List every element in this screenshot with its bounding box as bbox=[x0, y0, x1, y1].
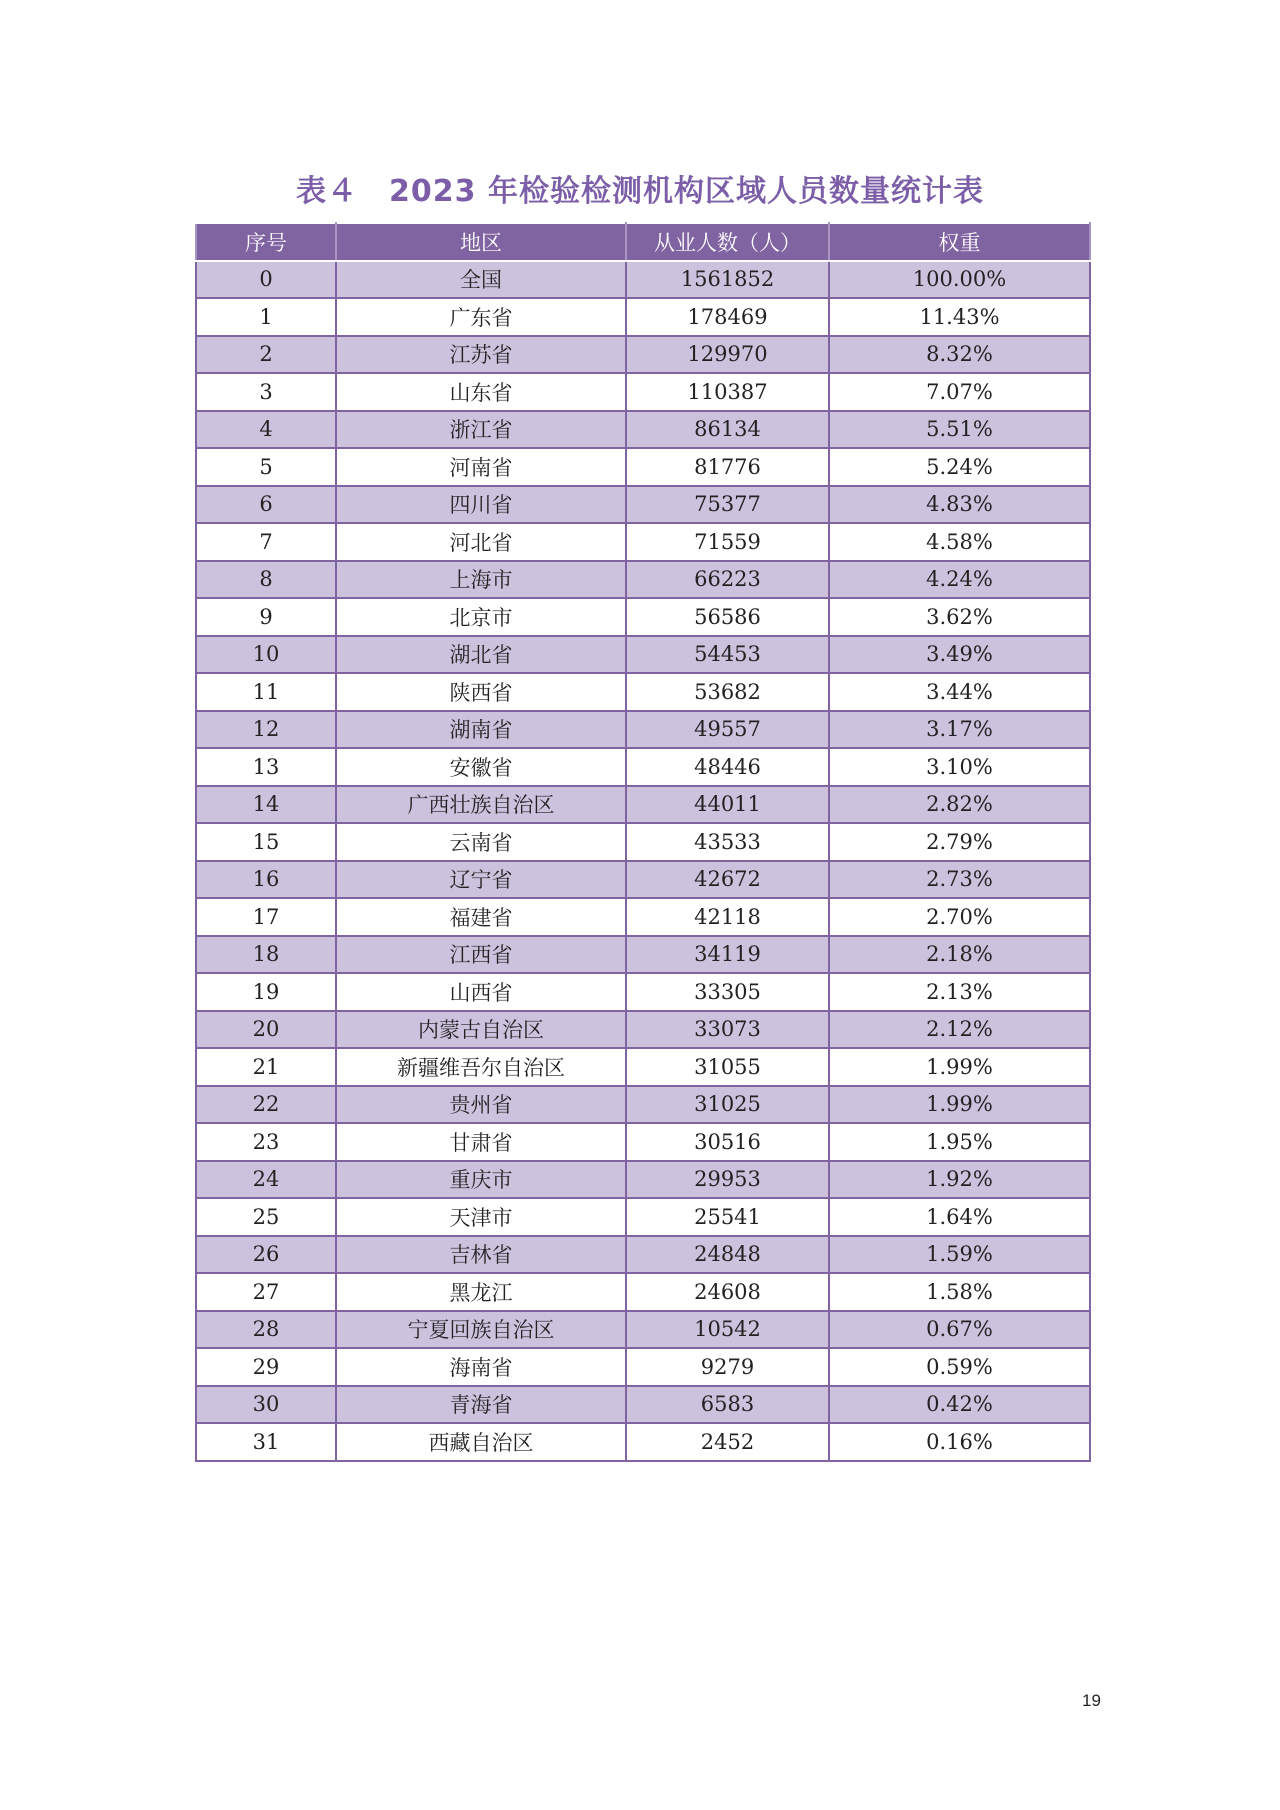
cell-weight: 2.82% bbox=[829, 786, 1090, 824]
cell-employees: 53682 bbox=[626, 673, 829, 711]
cell-region: 全国 bbox=[336, 261, 626, 299]
table-row bbox=[196, 373, 1090, 411]
cell-region: 山西省 bbox=[336, 973, 626, 1011]
cell-index: 5 bbox=[196, 448, 336, 486]
cell-index: 1 bbox=[196, 298, 336, 336]
table-row bbox=[196, 523, 1090, 561]
table-row bbox=[196, 861, 1090, 899]
cell-region: 广东省 bbox=[336, 298, 626, 336]
cell-region: 湖南省 bbox=[336, 711, 626, 749]
cell-weight: 3.44% bbox=[829, 673, 1090, 711]
header-weight: 权重 bbox=[829, 223, 1090, 261]
cell-weight: 2.18% bbox=[829, 936, 1090, 974]
cell-weight: 3.49% bbox=[829, 636, 1090, 674]
cell-employees: 129970 bbox=[626, 336, 829, 374]
cell-index: 26 bbox=[196, 1236, 336, 1274]
cell-weight: 2.13% bbox=[829, 973, 1090, 1011]
table-row bbox=[196, 298, 1090, 336]
cell-region: 浙江省 bbox=[336, 411, 626, 449]
cell-index: 23 bbox=[196, 1123, 336, 1161]
cell-region: 安徽省 bbox=[336, 748, 626, 786]
cell-index: 9 bbox=[196, 598, 336, 636]
cell-weight: 8.32% bbox=[829, 336, 1090, 374]
cell-employees: 33305 bbox=[626, 973, 829, 1011]
cell-employees: 34119 bbox=[626, 936, 829, 974]
cell-index: 27 bbox=[196, 1273, 336, 1311]
cell-employees: 110387 bbox=[626, 373, 829, 411]
cell-index: 0 bbox=[196, 261, 336, 299]
cell-employees: 81776 bbox=[626, 448, 829, 486]
cell-index: 8 bbox=[196, 561, 336, 599]
cell-employees: 42672 bbox=[626, 861, 829, 899]
cell-employees: 31025 bbox=[626, 1086, 829, 1124]
table-row bbox=[196, 1123, 1090, 1161]
cell-weight: 0.16% bbox=[829, 1423, 1090, 1461]
statistics-table bbox=[195, 222, 1091, 1462]
table-header bbox=[196, 223, 1090, 261]
cell-weight: 4.24% bbox=[829, 561, 1090, 599]
cell-employees: 24608 bbox=[626, 1273, 829, 1311]
cell-region: 宁夏回族自治区 bbox=[336, 1311, 626, 1349]
cell-region: 新疆维吾尔自治区 bbox=[336, 1048, 626, 1086]
cell-employees: 86134 bbox=[626, 411, 829, 449]
table-row bbox=[196, 1161, 1090, 1199]
table-row bbox=[196, 486, 1090, 524]
cell-region: 山东省 bbox=[336, 373, 626, 411]
table-row bbox=[196, 448, 1090, 486]
table-row bbox=[196, 936, 1090, 974]
cell-employees: 43533 bbox=[626, 823, 829, 861]
cell-employees: 25541 bbox=[626, 1198, 829, 1236]
cell-employees: 30516 bbox=[626, 1123, 829, 1161]
cell-index: 18 bbox=[196, 936, 336, 974]
cell-weight: 1.58% bbox=[829, 1273, 1090, 1311]
header-employees: 从业人数（人） bbox=[626, 223, 829, 261]
table-row bbox=[196, 336, 1090, 374]
cell-region: 河南省 bbox=[336, 448, 626, 486]
table-row bbox=[196, 1011, 1090, 1049]
cell-region: 内蒙古自治区 bbox=[336, 1011, 626, 1049]
cell-weight: 3.17% bbox=[829, 711, 1090, 749]
table-row bbox=[196, 1086, 1090, 1124]
cell-index: 28 bbox=[196, 1311, 336, 1349]
table-row bbox=[196, 1423, 1090, 1461]
table-row bbox=[196, 1048, 1090, 1086]
cell-employees: 31055 bbox=[626, 1048, 829, 1086]
cell-weight: 1.99% bbox=[829, 1086, 1090, 1124]
page-number: 19 bbox=[1082, 1691, 1101, 1710]
cell-weight: 0.42% bbox=[829, 1386, 1090, 1424]
cell-index: 14 bbox=[196, 786, 336, 824]
table-row bbox=[196, 1198, 1090, 1236]
cell-weight: 2.73% bbox=[829, 861, 1090, 899]
cell-index: 19 bbox=[196, 973, 336, 1011]
table-row bbox=[196, 786, 1090, 824]
cell-weight: 1.59% bbox=[829, 1236, 1090, 1274]
table-title: 表４ 2023 年检验检测机构区域人员数量统计表 bbox=[296, 174, 984, 209]
cell-weight: 5.24% bbox=[829, 448, 1090, 486]
cell-weight: 100.00% bbox=[829, 261, 1090, 299]
cell-employees: 71559 bbox=[626, 523, 829, 561]
cell-employees: 49557 bbox=[626, 711, 829, 749]
cell-region: 海南省 bbox=[336, 1348, 626, 1386]
cell-employees: 33073 bbox=[626, 1011, 829, 1049]
cell-region: 黑龙江 bbox=[336, 1273, 626, 1311]
cell-index: 11 bbox=[196, 673, 336, 711]
table-row bbox=[196, 1236, 1090, 1274]
cell-region: 辽宁省 bbox=[336, 861, 626, 899]
cell-region: 湖北省 bbox=[336, 636, 626, 674]
cell-index: 25 bbox=[196, 1198, 336, 1236]
cell-index: 2 bbox=[196, 336, 336, 374]
table-row bbox=[196, 1386, 1090, 1424]
cell-index: 7 bbox=[196, 523, 336, 561]
cell-employees: 1561852 bbox=[626, 261, 829, 299]
cell-employees: 9279 bbox=[626, 1348, 829, 1386]
table-row bbox=[196, 411, 1090, 449]
cell-weight: 2.70% bbox=[829, 898, 1090, 936]
cell-index: 10 bbox=[196, 636, 336, 674]
cell-index: 30 bbox=[196, 1386, 336, 1424]
cell-employees: 56586 bbox=[626, 598, 829, 636]
cell-index: 29 bbox=[196, 1348, 336, 1386]
cell-index: 13 bbox=[196, 748, 336, 786]
cell-region: 北京市 bbox=[336, 598, 626, 636]
cell-region: 青海省 bbox=[336, 1386, 626, 1424]
cell-employees: 44011 bbox=[626, 786, 829, 824]
cell-region: 重庆市 bbox=[336, 1161, 626, 1199]
cell-region: 贵州省 bbox=[336, 1086, 626, 1124]
cell-index: 22 bbox=[196, 1086, 336, 1124]
cell-region: 吉林省 bbox=[336, 1236, 626, 1274]
cell-region: 上海市 bbox=[336, 561, 626, 599]
table-row bbox=[196, 673, 1090, 711]
table-row bbox=[196, 1273, 1090, 1311]
cell-region: 河北省 bbox=[336, 523, 626, 561]
cell-weight: 0.59% bbox=[829, 1348, 1090, 1386]
cell-region: 云南省 bbox=[336, 823, 626, 861]
table-row bbox=[196, 823, 1090, 861]
cell-index: 3 bbox=[196, 373, 336, 411]
cell-index: 31 bbox=[196, 1423, 336, 1461]
table-row bbox=[196, 636, 1090, 674]
cell-employees: 6583 bbox=[626, 1386, 829, 1424]
cell-index: 4 bbox=[196, 411, 336, 449]
cell-index: 21 bbox=[196, 1048, 336, 1086]
cell-weight: 4.58% bbox=[829, 523, 1090, 561]
cell-weight: 7.07% bbox=[829, 373, 1090, 411]
table-row bbox=[196, 898, 1090, 936]
cell-region: 广西壮族自治区 bbox=[336, 786, 626, 824]
table-row bbox=[196, 561, 1090, 599]
cell-index: 24 bbox=[196, 1161, 336, 1199]
cell-weight: 1.99% bbox=[829, 1048, 1090, 1086]
cell-weight: 3.10% bbox=[829, 748, 1090, 786]
cell-employees: 2452 bbox=[626, 1423, 829, 1461]
cell-employees: 66223 bbox=[626, 561, 829, 599]
cell-weight: 11.43% bbox=[829, 298, 1090, 336]
cell-index: 17 bbox=[196, 898, 336, 936]
cell-region: 江苏省 bbox=[336, 336, 626, 374]
table-row bbox=[196, 1348, 1090, 1386]
table-row bbox=[196, 261, 1090, 299]
cell-employees: 42118 bbox=[626, 898, 829, 936]
cell-index: 15 bbox=[196, 823, 336, 861]
table-row bbox=[196, 748, 1090, 786]
cell-weight: 5.51% bbox=[829, 411, 1090, 449]
cell-index: 20 bbox=[196, 1011, 336, 1049]
cell-region: 江西省 bbox=[336, 936, 626, 974]
cell-employees: 24848 bbox=[626, 1236, 829, 1274]
cell-weight: 2.12% bbox=[829, 1011, 1090, 1049]
table-body bbox=[196, 261, 1090, 1461]
cell-employees: 75377 bbox=[626, 486, 829, 524]
header-index: 序号 bbox=[196, 223, 336, 261]
cell-weight: 3.62% bbox=[829, 598, 1090, 636]
cell-index: 12 bbox=[196, 711, 336, 749]
header-row bbox=[196, 223, 1090, 261]
header-region: 地区 bbox=[336, 223, 626, 261]
cell-weight: 1.92% bbox=[829, 1161, 1090, 1199]
table-row bbox=[196, 973, 1090, 1011]
table-row bbox=[196, 598, 1090, 636]
cell-region: 西藏自治区 bbox=[336, 1423, 626, 1461]
cell-weight: 1.64% bbox=[829, 1198, 1090, 1236]
cell-region: 天津市 bbox=[336, 1198, 626, 1236]
cell-index: 6 bbox=[196, 486, 336, 524]
cell-employees: 10542 bbox=[626, 1311, 829, 1349]
table-row bbox=[196, 1311, 1090, 1349]
cell-region: 陕西省 bbox=[336, 673, 626, 711]
cell-index: 16 bbox=[196, 861, 336, 899]
cell-region: 福建省 bbox=[336, 898, 626, 936]
cell-employees: 48446 bbox=[626, 748, 829, 786]
cell-region: 四川省 bbox=[336, 486, 626, 524]
cell-employees: 54453 bbox=[626, 636, 829, 674]
cell-weight: 4.83% bbox=[829, 486, 1090, 524]
cell-employees: 178469 bbox=[626, 298, 829, 336]
cell-weight: 0.67% bbox=[829, 1311, 1090, 1349]
cell-employees: 29953 bbox=[626, 1161, 829, 1199]
cell-weight: 2.79% bbox=[829, 823, 1090, 861]
table-row bbox=[196, 711, 1090, 749]
cell-region: 甘肃省 bbox=[336, 1123, 626, 1161]
cell-weight: 1.95% bbox=[829, 1123, 1090, 1161]
